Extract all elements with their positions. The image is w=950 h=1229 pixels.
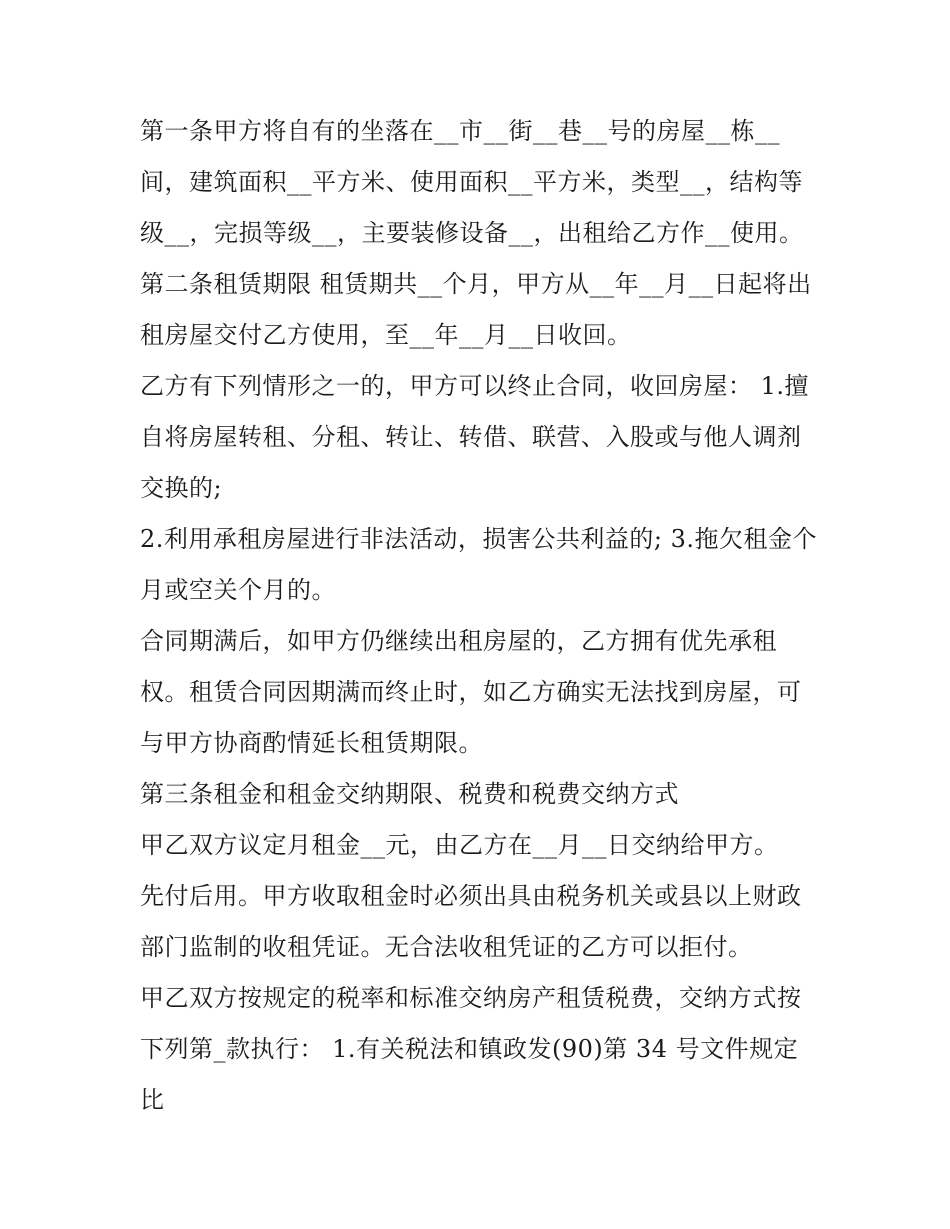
paragraph-renewal: 合同期满后，如甲方仍继续出租房屋的，乙方拥有优先承租权。租赁合同因期满而终止时，如乙方确实无法找到房屋，可与甲方协商酌情延长租赁期限。 — [140, 627, 802, 757]
paragraph-article-3-heading: 第三条租金和租金交纳期限、税费和税费交纳方式 — [140, 780, 679, 808]
paragraph-tax: 甲乙双方按规定的税率和标准交纳房产租赁税费，交纳方式按下列第_款执行： 1.有关税法和镇政发(90)第 34 号文件规定比 — [140, 984, 802, 1114]
paragraph-payment-receipt: 先付后用。甲方收取租金时必须出具由税务机关或县以上财政部门监制的收租凭证。无合法收租凭证的乙方可以拒付。 — [140, 882, 802, 961]
paragraph-termination: 乙方有下列情形之一的，甲方可以终止合同，收回房屋： 1.擅自将房屋转租、分租、转让、转借、联营、入股或与他人调剂交换的; — [140, 372, 810, 502]
paragraph-article-1: 第一条甲方将自有的坐落在__市__街__巷__号的房屋__栋__间，建筑面积__平方米、使用面积__平方米，类型__，结构等级__，完损等级__，主要装修设备__，出租给乙方作__使用。 — [140, 117, 804, 247]
document-body — [140, 106, 820, 1126]
paragraph-termination-items: 2.利用承租房屋进行非法活动，损害公共利益的; 3.拖欠租金个月或空关个月的。 — [140, 525, 818, 604]
paragraph-article-2: 第二条租赁期限 租赁期共__个月，甲方从__年__月__日起将出租房屋交付乙方使用，至__年__月__日收回。 — [140, 270, 812, 349]
paragraph-monthly-rent: 甲乙双方议定月租金__元，由乙方在__月__日交纳给甲方。 — [140, 831, 779, 859]
